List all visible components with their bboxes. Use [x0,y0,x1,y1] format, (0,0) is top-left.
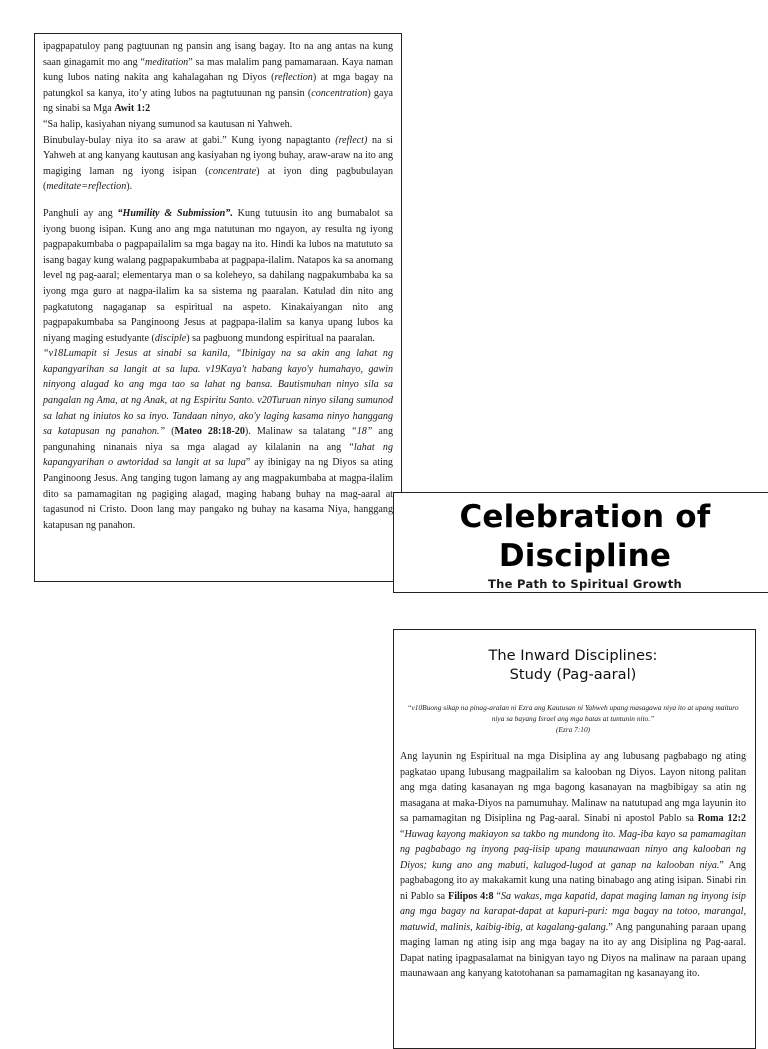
left-text-panel [34,33,402,582]
text-run: (reflect) [335,134,368,146]
left-paragraph-4 [43,206,393,346]
text-run: Kung tutuusin ito ang bumabalot sa iyong buong isipan. Kung ano ang mga natutunan mo ngayon, ay resulta ng iyong pagpapakumbaba o pagpapailalim sa mga bagay na ito. Hindi ka lubos na matututo sa isang bagay kung walang pagpapakumbaba at pagpapa-ilalim. Natapos ka sa anomang level ng pag-aaral; elementarya man o sa koleheyo, sa dahilang nagpakumbaba ka sa iyong mga guro at nagpa-ilalim ka sa sistema ng paaralan. Katulad din nito ang pagkatutong nagaganap sa espiritual na aspeto. Kinakaiyangan nito ang pagpapakumbaba sa Panginoong Jesus at pagpapa-ilalim sa kanya upang lubos ka niyang maging estudyante ( [43,207,394,344]
text-run: “Humility & Submission”. [117,207,233,219]
main-title-line-2: Discipline [498,538,672,574]
text-run: “18” [351,426,373,438]
text-run: Binubulay-bulay niya ito sa araw at gabi.” Kung iyong napagtanto [43,134,336,146]
text-run: meditation [145,56,189,68]
text-run: lahat ng kapangyarihan o awtoridad sa langit at sa lupa [43,441,393,469]
text-run: concentration [311,87,368,99]
text-run: disciple [154,332,187,344]
left-paragraph-3 [43,133,393,195]
text-run: ). [126,181,133,193]
text-run: ang pangunahing ninanais niya sa mga alagad ay kilalanin na ang “ [43,426,393,453]
text-run: “ [493,890,501,902]
text-run: ) at iyon ding pagbubulayan ( [43,165,394,193]
text-run: “v18Lumapit si Jesus at sinabi sa kanila, “Ibinigay na sa akin ang lahat ng kapangyarihan sa langit at sa lupa. v19Kaya't habang kayo'y humahayo, gawin ninyong alagad ko ang mga tao sa lahat ng bansa. Bautismuhan ninyo sila sa pangalan ng Ama, at ng Anak, at ng Espiritu Santo. v20Turuan ninyo silang sumunod sa lahat ng iniutos ko sa inyo. Tandaan ninyo, ako'y laging kasama ninyo hanggang sa katapusan ng panahon.” [43,348,393,438]
text-run: ” ay ibinigay na ng Diyos sa ating Panginoong Jesus. Ang tanging tugon lamang ay ang magpakumbaba at magpa-ilalim dito sa pamamagitan ng pagiging alagad, maging habang buhay na mag-aaral at tagasunod ni Cristo. Doon lang may pangako ng buhay na kasama Niya, hanggang katapusan ng panahon. [43,457,393,531]
text-run: Sa wakas, mga kapatid, dapat maging laman ng inyong isip ang mga bagay na karapat-dapat at kapuri-puri: mga bagay na totoo, marangal, matuwid, malinis, kaibig-ibig, at kagalang-galang. [400,890,746,933]
text-run: Mateo 28:18-20 [174,426,245,438]
text-run: ( [165,426,175,438]
subtitle: The Path to Spiritual Growth [488,577,682,591]
text-run: Ang layunin ng Espiritual na mga Disiplina ay ang lubusang pagbabago ng ating pagkatao upang lubusang magpailalim sa kalooban ng Diyos. Layon nitong palitan ang mga dating kasanayan ng mga bagong kasanayan na magbibigay sa atin ng masagana at maka-Diyos na pamumuhay. Malinaw na natutupad ang mga layunin ito sa pamamagitan ng Disiplina ng Pag-aaral. Sinabi ni apostol Pablo sa [400,751,746,824]
right-paragraph-1 [400,749,746,982]
text-run: concentrate [208,165,257,177]
epigraph-quote [404,702,742,735]
section-heading-line-1: The Inward Disciplines: [488,647,658,664]
title-banner [393,492,768,593]
main-title-line-1: Celebration of [459,499,711,535]
text-run: Panghuli ay ang [43,207,118,219]
text-run: reflection [274,72,313,84]
left-paragraph-5 [43,346,393,533]
text-run: “ [400,828,405,840]
text-run [117,208,232,219]
text-run: ) at mga bagay na patungkol sa kanya, ito’y ating lubos na pagtutuunan ng pansin ( [43,72,393,99]
epigraph-text: “v10Buong sikap na pinag-aralan ni Ezra ang Kautusan ni Yahweh upang masagawa niya ito at upang maituro niya sa bayang Israel ang mga batas at tuntunin nito.” [407,703,739,723]
right-text-panel [393,629,756,1049]
paragraph-gap [43,195,393,206]
text-run: Filipos 4:8 [448,890,494,902]
text-run: meditate=reflection [46,181,127,193]
text-run: “Sa halip, kasiyahan niyang sumunod sa kautusan ni Yahweh. [43,118,293,130]
text-run: na si Yahweh at ang kanyang kautusan ang kasiyahan ng iyong buhay, araw-araw na ito ang magiging laman ng iyong isipan ( [43,134,393,177]
text-run: ) gaya ng sinabi sa Mga [43,87,393,115]
text-run: Awit 1:2 [114,103,151,115]
text-run: ” Ang pangunahing paraan upang maging laman ng ating isip ang mga bagay na ito ay ang Disiplina ng Pag-aaral. Dapat nating ipagpasalamat na binigyan tayo ng Diyos na malinaw na paraan upang maunawaan ang kanyang katotohanan sa pamamagitan ng kasanayang ito. [400,921,746,979]
epigraph-reference: (Ezra 7:10) [555,725,591,734]
text-run: ” sa mas malalim pang pamamaraan. Kaya naman kung lubos nating nakita ang kahalagahan ng Diyos ( [43,56,393,84]
text-run: ” Ang pagbabagong ito ay makakamit kung una nating binabago ang ating isipan. Sinabi rin ni Pablo sa [400,859,746,902]
text-run: ) sa pagbuong mundong espiritual na paaralan. [186,332,375,344]
left-paragraph-1 [43,39,393,117]
text-run: ipagpapatuloy pang pagtuunan ng pansin ang isang bagay. Ito na ang antas na kung saan ginagamit mo ang “ [43,41,393,68]
text-run: Huwag kayong makiayon sa takbo ng mundong ito. Mag-iba kayo sa pamamagitan ng pagbabago ng inyong pag-iisip upang mauunawaan ninyo ang kalooban ng Diyos; kung ano ang mabuti, kalugod-lugod at ganap na kalooban niya. [400,828,746,871]
text-run: ). Malinaw sa talatang [244,426,352,438]
text-run: Roma 12:2 [697,813,746,824]
left-paragraph-2 [43,117,393,133]
section-heading-line-2: Study (Pag-aaral) [509,666,637,683]
